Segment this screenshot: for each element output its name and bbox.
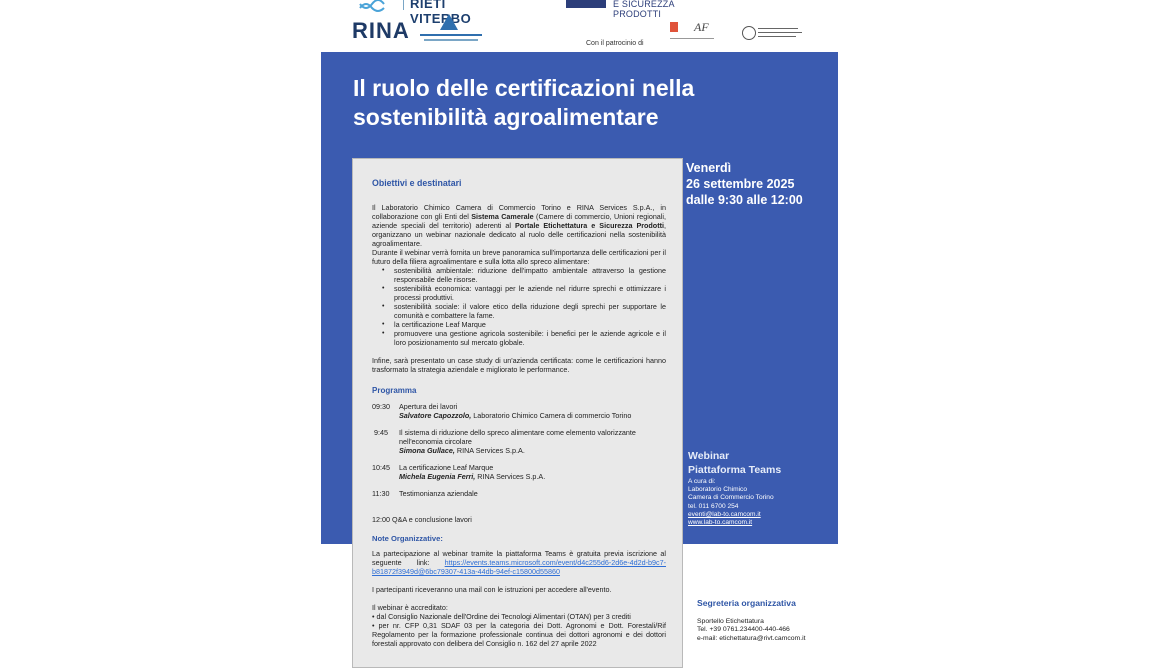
patron-logo-af	[668, 22, 716, 46]
event-title-line: sostenibilità agroalimentare	[353, 104, 659, 130]
notes-accreditation-label: Il webinar è accreditato:	[372, 603, 448, 612]
objectives-intro: Il Laboratorio Chimico Camera di Commercio Torino e RINA Services S.p.A., in collaborazione con gli Enti del Sistema Camerale (Camere di commercio, Unioni regionali, aziende speciali del territorio) aderenti al Portale Etichettatura e Sicurezza Prodotti, organizzano un webinar nazionale dedicato al ruolo delle certificazioni nella sostenibilità agroalimentare.	[372, 203, 666, 248]
logo-line	[424, 39, 478, 41]
content-panel	[352, 158, 683, 668]
segreteria-line: Sportello Etichettatura	[697, 618, 764, 625]
program-item	[372, 463, 666, 481]
segreteria-contact	[697, 618, 806, 643]
seal-icon	[742, 26, 756, 40]
objectives-overview: Durante il webinar verrà fornita un breve panoramica sull'importanza delle certificazioni per il futuro della filiera agroalimentare e sulla lotta allo spreco alimentare:	[372, 248, 666, 266]
notes-accreditation-item: • dal Consiglio Nazionale dell'Ordine dei Tecnologi Alimentari (OTAN) per 3 crediti	[372, 612, 631, 621]
objectives-closing: Infine, sarà presentato un case study di un'azienda certificata: come le certificazioni hanno trasformato la strategia aziendale e migliorato le performance.	[372, 356, 666, 374]
organizer-website-link[interactable]: www.lab-to.camcom.it	[688, 519, 753, 527]
notes-accreditation-item: • per nr. CFP 0,31 SDAF 03 per la categoria dei Dott. Agronomi e Dott. Forestali/Rif Regolamento per la formazione professionale continua dei dottori agronomi e dei dottori forestali approvato con delibera del Consiglio n. 162 del 27 aprile 2022	[372, 621, 666, 648]
program-heading: Programma	[372, 386, 417, 395]
logo-line	[758, 28, 798, 29]
program-item	[372, 402, 666, 420]
triangle-logo-icon	[440, 14, 458, 30]
notes-registration: La partecipazione al webinar tramite la piattaforma Teams è gratuita previa iscrizione al seguente link: https://events.teams.microsoft.com/event/d4c255d6-2d6e-4d2d-b9c7-b81872f3949d@6bc79307-413a-44db-94ef-c15800d55860	[372, 549, 666, 576]
organizer-line: Laboratorio Chimico	[688, 486, 748, 494]
organizer-line: Camera di Commercio Torino	[688, 494, 774, 502]
program-item	[372, 428, 666, 455]
rieti-viterbo-text: RIETI VITERBO	[410, 0, 472, 26]
list-item: • sostenibilità ambientale: riduzione dell'impatto ambientale attraverso la gestione responsabile delle risorse.	[372, 266, 666, 284]
event-day: Venerdì	[686, 161, 732, 175]
platform-label: Piattaforma Teams	[688, 464, 782, 476]
rieti-viterbo-logo	[358, 0, 498, 26]
portale-logo-text: E SICUREZZA PRODOTTI	[613, 0, 675, 19]
webinar-platform	[688, 449, 781, 477]
program-closing: 12:00 Q&A e conclusione lavori	[372, 515, 472, 524]
af-logo-text: AF	[694, 20, 709, 34]
list-item: • la certificazione Leaf Marque	[372, 320, 666, 329]
list-item: • promuovere una gestione agricola sostenibile: i benefici per le aziende agricole e il loro posizionamento sul mercato globale.	[372, 329, 666, 347]
event-title	[353, 74, 813, 132]
program-title: La certificazione Leaf Marque	[399, 463, 494, 472]
patron-logo-ordine	[742, 24, 802, 44]
organizer-line: A cura di:	[688, 478, 716, 485]
list-item: • sostenibilità economica: vantaggi per le aziende nel ridurre sprechi e ottimizzare i processi produttivi.	[372, 284, 666, 302]
patrocinio-label: Con il patrocinio di	[586, 40, 644, 47]
notes-instructions: I partecipanti riceveranno una mail con le istruzioni per accedere all'evento.	[372, 585, 612, 594]
notes-heading: Note Organizzative:	[372, 534, 443, 543]
program-time: 09:30	[372, 402, 390, 411]
webinar-label: Webinar	[688, 450, 730, 462]
event-time: dalle 9:30 alle 12:00	[686, 193, 803, 207]
event-date	[686, 160, 803, 208]
program-time: 9:45	[372, 428, 388, 437]
program-item	[372, 489, 666, 498]
laboratorio-chimico-logo	[420, 14, 482, 44]
logo-line	[758, 32, 802, 33]
flag-icon	[670, 22, 678, 32]
program-speaker: Salvatore Capozzolo,	[399, 411, 472, 420]
event-title-line: Il ruolo delle certificazioni nella	[353, 75, 695, 101]
program-title: Testimonianza aziendale	[399, 489, 478, 498]
program-speaker: Michela Eugenia Ferri,	[399, 472, 476, 481]
program-speaker: Simona Gullace,	[399, 446, 455, 455]
organizer-contact	[688, 478, 774, 527]
registration-link[interactable]: https://events.teams.microsoft.com/event/d4c255d6-2d6e-4d2d-b9c7-b81872f3949d@6bc79307-413a-44db-94ef-c15800d55860	[372, 558, 666, 576]
program-org: RINA Services S.p.A.	[454, 446, 525, 455]
portale-etichettatura-logo	[566, 0, 696, 19]
program-title: Il sistema di riduzione dello spreco alimentare come elemento valorizzante nell'economia circolare	[399, 428, 636, 446]
knot-logo-icon	[358, 0, 388, 12]
event-date-text: 26 settembre 2025	[686, 177, 795, 191]
logo-line	[670, 38, 714, 39]
program-time: 10:45	[372, 463, 390, 472]
objectives-heading: Obiettivi e destinatari	[372, 178, 462, 188]
organizer-phone: tel. 011 6700 254	[688, 502, 739, 510]
content-body	[372, 159, 666, 648]
logo-line	[758, 36, 796, 37]
segreteria-heading: Segreteria organizzativa	[697, 598, 796, 608]
program-org: Laboratorio Chimico Camera di commercio Torino	[471, 411, 632, 420]
list-item: • sostenibilità sociale: il valore etico della riduzione degli sprechi per supportare le comunità e combattere la fame.	[372, 302, 666, 320]
portale-logo-mark	[566, 0, 606, 8]
segreteria-email: e-mail: etichettatura@rivt.camcom.it	[697, 634, 806, 642]
program-title: Apertura dei lavori	[399, 402, 458, 411]
logo-line	[420, 34, 482, 36]
segreteria-phone: Tel. +39 0761.234400-440-466	[697, 626, 790, 634]
program-time: 11:30	[372, 489, 390, 498]
program-org: RINA Services S.p.A.	[475, 472, 546, 481]
organizer-email-link[interactable]: eventi@lab-to.camcom.it	[688, 510, 761, 518]
logo-separator	[403, 0, 404, 10]
rina-logo: RINA	[352, 18, 410, 43]
